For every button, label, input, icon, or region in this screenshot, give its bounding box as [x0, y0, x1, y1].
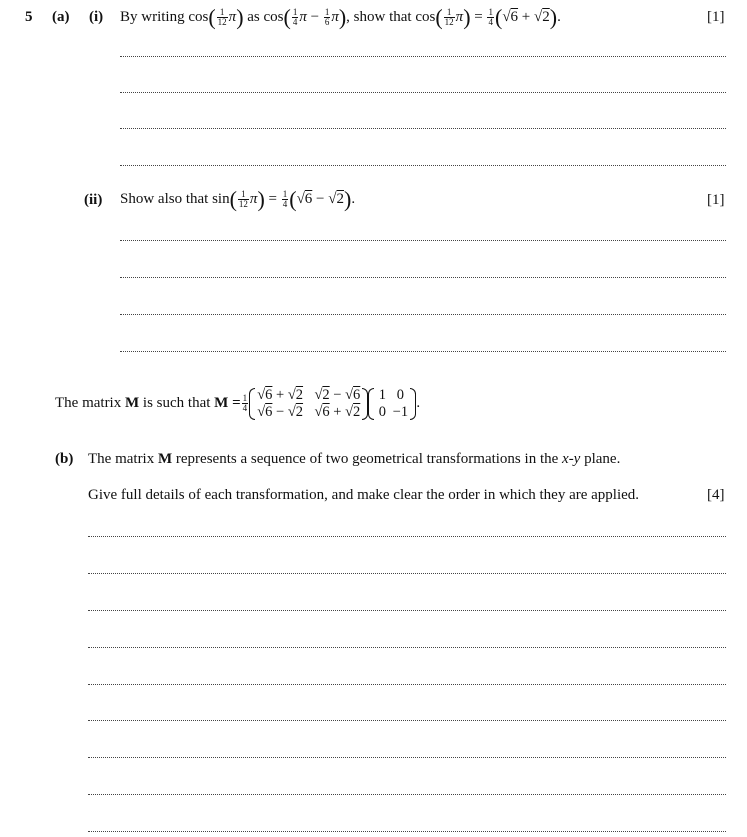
answer-line[interactable]	[88, 757, 726, 758]
answer-line[interactable]	[88, 720, 726, 721]
answer-line[interactable]	[120, 277, 726, 278]
answer-line[interactable]	[120, 240, 726, 241]
part-b-line-1a: The matrix	[88, 451, 155, 467]
answer-line[interactable]	[88, 536, 726, 537]
part-b-marks: [4]	[707, 487, 725, 503]
part-b-line-1b: represents a sequence of two geometrical transformations in the	[175, 451, 559, 467]
matrix-right: 1 0 0 −1	[368, 387, 416, 421]
matrix-left: √6 + √2 √2 − √6 √6 − √2 √6 + √2	[249, 387, 368, 421]
matrix-symbol: M	[124, 395, 140, 411]
answer-line[interactable]	[120, 314, 726, 315]
answer-line[interactable]	[120, 56, 726, 57]
part-a-ii-text: Show also that sin( $\frac{1}{12}$ π) = $\frac{1}{4}$ (√6 − √2).	[120, 186, 356, 212]
part-b-line-1c: plane.	[584, 451, 621, 467]
answer-line[interactable]	[88, 794, 726, 795]
question-number: 5	[25, 9, 33, 25]
part-a-i-label: (i)	[89, 9, 104, 25]
part-a-label: (a)	[52, 9, 70, 25]
part-b-line-2: Give full details of each transformation, and make clear the order in which they are applied.	[88, 487, 640, 503]
answer-line[interactable]	[120, 165, 726, 166]
part-a-i-text-3: , show that cos	[346, 9, 436, 25]
matrix-stem-text-2: is such that	[142, 395, 211, 411]
part-a-i-marks: [1]	[707, 9, 725, 25]
matrix-stem: The matrix M is such that M = $\frac{1}{4}$ √6 + √2 √2 − √6 √6 − √2 √6 + √2 1 0 0 −1 .	[55, 386, 421, 420]
part-b-matrix-symbol: M	[157, 451, 173, 467]
part-a-ii-marks: [1]	[707, 192, 725, 208]
answer-line[interactable]	[120, 351, 726, 352]
part-a-i-text-2: as cos	[247, 9, 284, 25]
part-a-i-text-1: By writing cos	[120, 9, 209, 25]
part-a-ii-text-1: Show also that sin	[120, 191, 230, 207]
part-a-ii-label: (ii)	[84, 192, 103, 208]
answer-line[interactable]	[120, 128, 726, 129]
part-a-i-text: By writing cos( $\frac{1}{12}$ π) as cos( $\frac{1}{4}$ π − $\frac{1}{6}$ π), show that cos( $\frac{1}{12}$ π) = $\frac{1}{4}$ (√6 + √2).	[120, 4, 561, 30]
answer-line[interactable]	[88, 610, 726, 611]
answer-line[interactable]	[88, 573, 726, 574]
part-b-line-1	[88, 451, 620, 468]
answer-line[interactable]	[88, 684, 726, 685]
matrix-symbol-eq: M =	[214, 395, 241, 411]
matrix-stem-text-1: The matrix	[55, 395, 122, 411]
part-b-label: (b)	[55, 451, 74, 467]
answer-line[interactable]	[88, 647, 726, 648]
answer-line[interactable]	[120, 92, 726, 93]
part-b-xy: x-y	[562, 451, 581, 467]
answer-line[interactable]	[88, 831, 726, 832]
